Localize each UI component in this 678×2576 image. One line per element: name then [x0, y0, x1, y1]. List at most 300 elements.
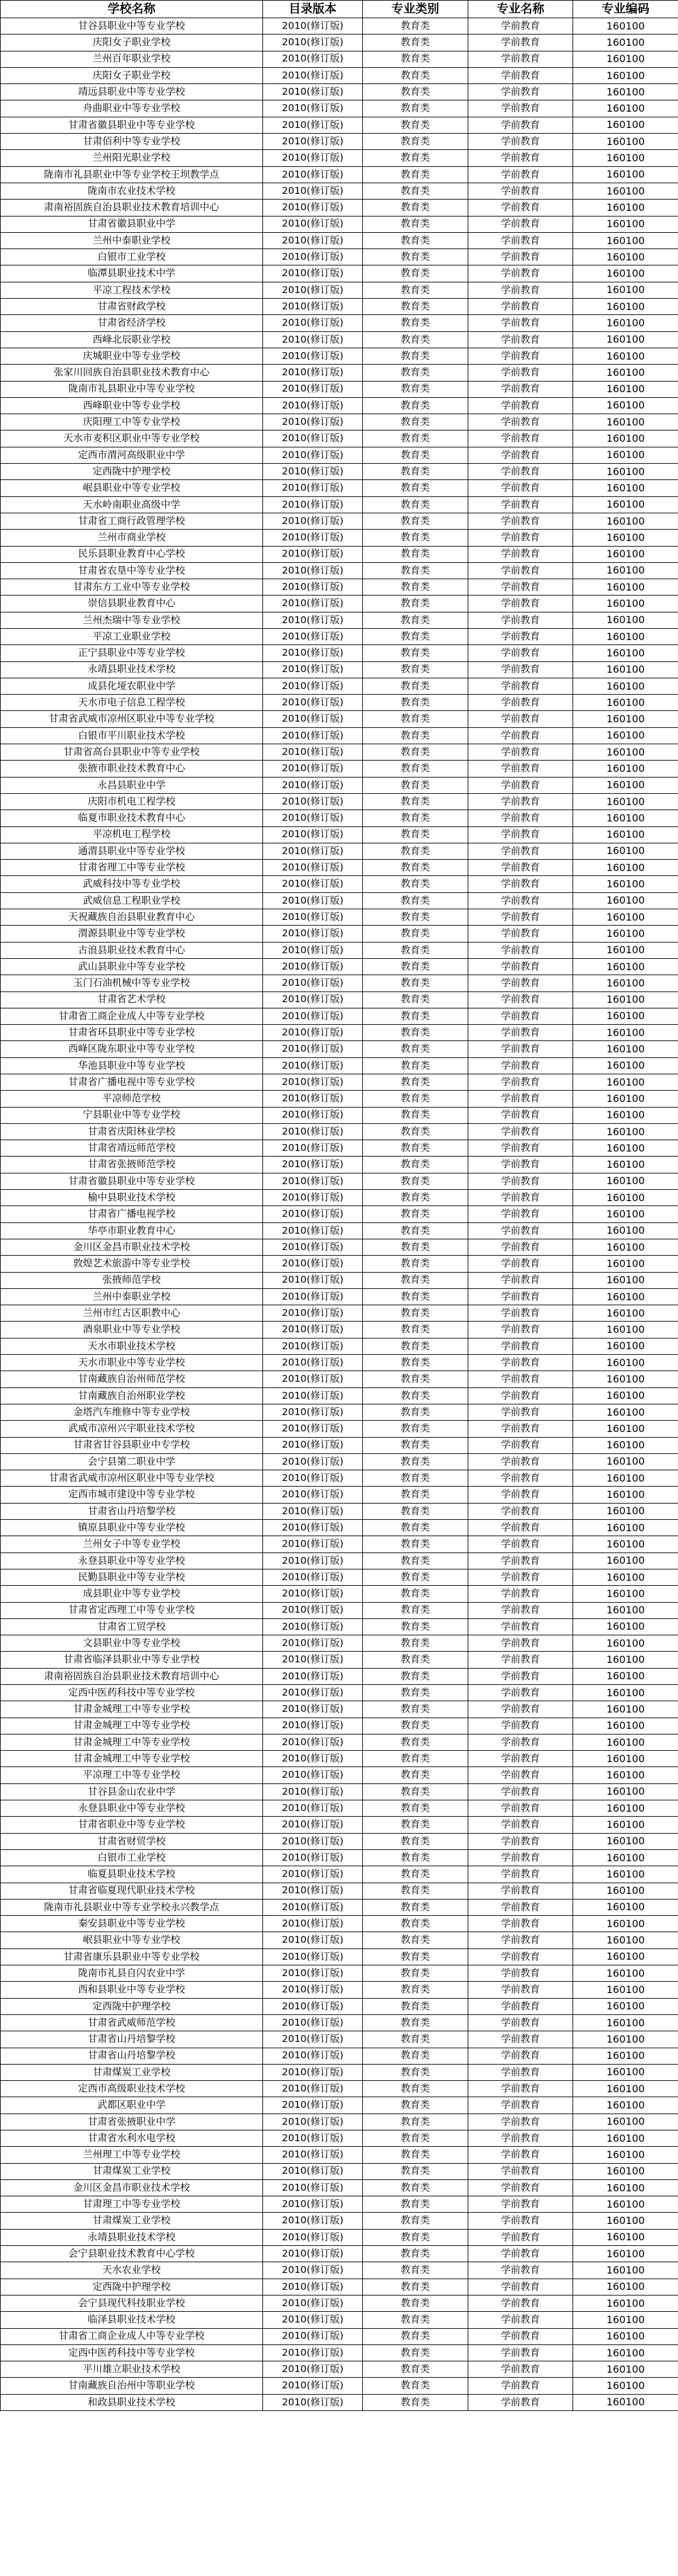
cell-school-name: 临夏市职业技术教育中心 — [1, 810, 263, 826]
cell-catalog-version: 2010(修订版) — [263, 1536, 363, 1553]
cell-school-name: 甘肃省工商行政管理学校 — [1, 513, 263, 529]
cell-major-name: 学前教育 — [468, 18, 573, 35]
cell-catalog-version: 2010(修订版) — [263, 562, 363, 579]
cell-catalog-version: 2010(修订版) — [263, 496, 363, 513]
cell-major-category: 教育类 — [363, 2312, 468, 2328]
cell-catalog-version: 2010(修订版) — [263, 249, 363, 265]
cell-major-name: 学前教育 — [468, 2048, 573, 2064]
cell-school-name: 宁县职业中等专业学校 — [1, 1107, 263, 1123]
cell-major-category: 教育类 — [363, 546, 468, 562]
cell-catalog-version: 2010(修订版) — [263, 1866, 363, 1883]
cell-major-category: 教育类 — [363, 166, 468, 183]
table-row — [1, 200, 678, 216]
cell-major-name: 学前教育 — [468, 1982, 573, 1998]
cell-major-name: 学前教育 — [468, 464, 573, 480]
table-row — [1, 2394, 678, 2410]
cell-major-name: 学前教育 — [468, 942, 573, 958]
cell-major-name: 学前教育 — [468, 1833, 573, 1849]
table-row — [1, 1190, 678, 1206]
table-row — [1, 2344, 678, 2361]
cell-major-name: 学前教育 — [468, 1008, 573, 1024]
cell-major-code: 160100 — [573, 1734, 678, 1750]
cell-catalog-version: 2010(修订版) — [263, 1206, 363, 1222]
cell-school-name: 天水市职业中等专业学校 — [1, 1355, 263, 1371]
cell-major-category: 教育类 — [363, 117, 468, 133]
cell-major-category: 教育类 — [363, 1635, 468, 1652]
cell-major-code: 160100 — [573, 1751, 678, 1767]
cell-major-code: 160100 — [573, 2279, 678, 2295]
cell-major-category: 教育类 — [363, 958, 468, 975]
cell-school-name: 兰州市红古区职教中心 — [1, 1305, 263, 1322]
cell-catalog-version: 2010(修订版) — [263, 2295, 363, 2311]
cell-school-name: 定西陇中护理学校 — [1, 1998, 263, 2014]
cell-major-code: 160100 — [573, 414, 678, 430]
table-row — [1, 744, 678, 761]
cell-major-code: 160100 — [573, 134, 678, 150]
cell-catalog-version: 2010(修订版) — [263, 447, 363, 463]
cell-catalog-version: 2010(修订版) — [263, 2312, 363, 2328]
cell-major-name: 学前教育 — [468, 1123, 573, 1140]
cell-catalog-version: 2010(修订版) — [263, 1767, 363, 1783]
table-row — [1, 926, 678, 942]
cell-school-name: 甘肃省武威市凉州区职业中等专业学校 — [1, 1470, 263, 1487]
cell-major-name: 学前教育 — [468, 1288, 573, 1305]
cell-major-name: 学前教育 — [468, 315, 573, 331]
cell-major-code: 160100 — [573, 1536, 678, 1553]
cell-major-name: 学前教育 — [468, 1618, 573, 1635]
cell-school-name: 华池县职业中等专业学校 — [1, 1057, 263, 1074]
cell-catalog-version: 2010(修订版) — [263, 2064, 363, 2080]
cell-catalog-version: 2010(修订版) — [263, 1569, 363, 1585]
cell-major-name: 学前教育 — [468, 381, 573, 397]
cell-major-category: 教育类 — [363, 1536, 468, 1553]
cell-major-code: 160100 — [573, 2378, 678, 2394]
cell-major-name: 学前教育 — [468, 1503, 573, 1519]
cell-school-name: 金塔汽车维修中等专业学校 — [1, 1404, 263, 1420]
cell-major-code: 160100 — [573, 876, 678, 892]
cell-major-name: 学前教育 — [468, 1751, 573, 1767]
cell-major-name: 学前教育 — [468, 1536, 573, 1553]
cell-major-name: 学前教育 — [468, 84, 573, 100]
cell-major-code: 160100 — [573, 860, 678, 876]
cell-school-name: 兰州女子中等专业学校 — [1, 1536, 263, 1553]
cell-major-code: 160100 — [573, 1998, 678, 2014]
cell-major-name: 学前教育 — [468, 2179, 573, 2196]
cell-school-name: 肃南裕固族自治县职业技术教育培训中心 — [1, 200, 263, 216]
cell-major-code: 160100 — [573, 447, 678, 463]
cell-major-category: 教育类 — [363, 1222, 468, 1239]
cell-major-name: 学前教育 — [468, 1190, 573, 1206]
cell-major-code: 160100 — [573, 1107, 678, 1123]
cell-catalog-version: 2010(修订版) — [263, 793, 363, 810]
cell-major-name: 学前教育 — [468, 1916, 573, 1932]
cell-catalog-version: 2010(修订版) — [263, 2130, 363, 2147]
cell-major-category: 教育类 — [363, 1701, 468, 1718]
table-row — [1, 397, 678, 414]
cell-major-name: 学前教育 — [468, 414, 573, 430]
cell-major-code: 160100 — [573, 496, 678, 513]
cell-major-code: 160100 — [573, 183, 678, 199]
cell-major-category: 教育类 — [363, 1718, 468, 1734]
cell-catalog-version: 2010(修订版) — [263, 975, 363, 991]
cell-school-name: 西和县职业中等专业学校 — [1, 1982, 263, 1998]
table-row — [1, 513, 678, 529]
cell-catalog-version: 2010(修订版) — [263, 1684, 363, 1701]
cell-major-category: 教育类 — [363, 315, 468, 331]
cell-major-code: 160100 — [573, 1421, 678, 1437]
cell-major-name: 学前教育 — [468, 1239, 573, 1255]
cell-catalog-version: 2010(修订版) — [263, 1701, 363, 1718]
cell-major-category: 教育类 — [363, 365, 468, 381]
cell-major-code: 160100 — [573, 1322, 678, 1338]
cell-major-code: 160100 — [573, 2114, 678, 2130]
cell-major-name: 学前教育 — [468, 530, 573, 546]
cell-major-code: 160100 — [573, 2328, 678, 2344]
cell-major-name: 学前教育 — [468, 695, 573, 711]
cell-major-code: 160100 — [573, 299, 678, 315]
cell-school-name: 兰州市商业学校 — [1, 530, 263, 546]
cell-major-category: 教育类 — [363, 2196, 468, 2213]
cell-catalog-version: 2010(修订版) — [263, 1453, 363, 1470]
table-row — [1, 1982, 678, 1998]
cell-school-name: 甘肃煤炭工业学校 — [1, 2064, 263, 2080]
cell-catalog-version: 2010(修订版) — [263, 1288, 363, 1305]
cell-catalog-version: 2010(修订版) — [263, 35, 363, 51]
cell-major-category: 教育类 — [363, 612, 468, 628]
cell-major-name: 学前教育 — [468, 1817, 573, 1833]
cell-school-name: 金川区金昌市职业技术学校 — [1, 1239, 263, 1255]
cell-major-category: 教育类 — [363, 1123, 468, 1140]
cell-major-category: 教育类 — [363, 2114, 468, 2130]
cell-school-name: 甘肃省临泽县职业中等专业学校 — [1, 1652, 263, 1668]
cell-catalog-version: 2010(修订版) — [263, 2097, 363, 2114]
cell-school-name: 甘肃省徽县职业中学 — [1, 216, 263, 232]
cell-major-name: 学前教育 — [468, 1998, 573, 2014]
cell-major-name: 学前教育 — [468, 1849, 573, 1866]
cell-major-name: 学前教育 — [468, 1767, 573, 1783]
cell-major-category: 教育类 — [363, 1288, 468, 1305]
cell-major-name: 学前教育 — [468, 661, 573, 678]
cell-major-category: 教育类 — [363, 596, 468, 612]
cell-major-category: 教育类 — [363, 1421, 468, 1437]
cell-major-name: 学前教育 — [468, 1057, 573, 1074]
cell-school-name: 白银市工业学校 — [1, 1849, 263, 1866]
cell-major-category: 教育类 — [363, 2361, 468, 2378]
table-row — [1, 991, 678, 1008]
cell-major-name: 学前教育 — [468, 1470, 573, 1487]
cell-school-name: 甘肃省甘谷县职业中专学校 — [1, 1437, 263, 1453]
cell-catalog-version: 2010(修订版) — [263, 1322, 363, 1338]
cell-major-name: 学前教育 — [468, 1025, 573, 1041]
cell-major-category: 教育类 — [363, 134, 468, 150]
cell-catalog-version: 2010(修订版) — [263, 1272, 363, 1288]
cell-major-code: 160100 — [573, 810, 678, 826]
cell-school-name: 天水市麦积区职业中等专业学校 — [1, 430, 263, 447]
table-row — [1, 2196, 678, 2213]
cell-school-name: 白银市工业学校 — [1, 249, 263, 265]
cell-major-name: 学前教育 — [468, 134, 573, 150]
cell-school-name: 武威信息工程职业学校 — [1, 892, 263, 909]
cell-major-code: 160100 — [573, 892, 678, 909]
cell-major-code: 160100 — [573, 2163, 678, 2179]
cell-catalog-version: 2010(修订版) — [263, 612, 363, 628]
cell-major-code: 160100 — [573, 1470, 678, 1487]
cell-school-name: 甘肃省高台县职业中等专业学校 — [1, 744, 263, 761]
table-row — [1, 35, 678, 51]
cell-catalog-version: 2010(修订版) — [263, 2081, 363, 2097]
cell-school-name: 陇南市农业技术学校 — [1, 183, 263, 199]
table-row — [1, 942, 678, 958]
cell-major-code: 160100 — [573, 1602, 678, 1618]
cell-major-category: 教育类 — [363, 562, 468, 579]
cell-major-code: 160100 — [573, 1553, 678, 1569]
header-catalog-version: 目录版本 — [263, 1, 363, 18]
cell-major-category: 教育类 — [363, 1470, 468, 1487]
cell-major-code: 160100 — [573, 1767, 678, 1783]
cell-major-code: 160100 — [573, 480, 678, 496]
cell-catalog-version: 2010(修订版) — [263, 1899, 363, 1915]
cell-major-category: 教育类 — [363, 1272, 468, 1288]
table-row — [1, 1618, 678, 1635]
cell-catalog-version: 2010(修订版) — [263, 282, 363, 298]
cell-school-name: 甘谷县金山农业中学 — [1, 1783, 263, 1800]
table-row — [1, 2279, 678, 2295]
table-row — [1, 100, 678, 117]
cell-school-name: 甘肃煤炭工业学校 — [1, 2213, 263, 2229]
cell-catalog-version: 2010(修订版) — [263, 2179, 363, 2196]
cell-major-category: 教育类 — [363, 727, 468, 744]
cell-school-name: 定西市渭河高级职业中学 — [1, 447, 263, 463]
cell-school-name: 西峰职业中等专业学校 — [1, 397, 263, 414]
table-row — [1, 51, 678, 67]
cell-school-name: 岷县职业中等专业学校 — [1, 480, 263, 496]
cell-major-code: 160100 — [573, 1849, 678, 1866]
cell-major-code: 160100 — [573, 678, 678, 694]
cell-catalog-version: 2010(修订版) — [263, 1932, 363, 1948]
table-row — [1, 2312, 678, 2328]
cell-major-code: 160100 — [573, 579, 678, 596]
table-row — [1, 793, 678, 810]
table-row — [1, 1453, 678, 1470]
cell-major-category: 教育类 — [363, 1256, 468, 1272]
cell-major-name: 学前教育 — [468, 2014, 573, 2031]
cell-major-name: 学前教育 — [468, 1668, 573, 1684]
cell-major-category: 教育类 — [363, 1239, 468, 1255]
cell-catalog-version: 2010(修订版) — [263, 876, 363, 892]
cell-major-code: 160100 — [573, 1948, 678, 1965]
cell-catalog-version: 2010(修订版) — [263, 232, 363, 249]
table-row — [1, 975, 678, 991]
cell-major-name: 学前教育 — [468, 1338, 573, 1354]
cell-major-name: 学前教育 — [468, 1899, 573, 1915]
cell-school-name: 甘肃金城理工中等专业学校 — [1, 1701, 263, 1718]
cell-major-code: 160100 — [573, 2130, 678, 2147]
cell-major-name: 学前教育 — [468, 678, 573, 694]
table-row — [1, 1107, 678, 1123]
cell-major-name: 学前教育 — [468, 777, 573, 793]
cell-major-category: 教育类 — [363, 2064, 468, 2080]
cell-major-code: 160100 — [573, 100, 678, 117]
cell-major-name: 学前教育 — [468, 628, 573, 644]
cell-catalog-version: 2010(修订版) — [263, 2262, 363, 2279]
cell-school-name: 甘肃省经济学校 — [1, 315, 263, 331]
table-row — [1, 1718, 678, 1734]
cell-major-category: 教育类 — [363, 695, 468, 711]
cell-catalog-version: 2010(修订版) — [263, 843, 363, 859]
cell-major-code: 160100 — [573, 612, 678, 628]
table-row — [1, 1470, 678, 1487]
cell-major-category: 教育类 — [363, 1833, 468, 1849]
cell-major-name: 学前教育 — [468, 761, 573, 777]
cell-major-category: 教育类 — [363, 1173, 468, 1189]
cell-major-category: 教育类 — [363, 1387, 468, 1404]
cell-major-name: 学前教育 — [468, 1206, 573, 1222]
cell-major-code: 160100 — [573, 315, 678, 331]
cell-major-category: 教育类 — [363, 2014, 468, 2031]
table-row — [1, 496, 678, 513]
table-row — [1, 117, 678, 133]
cell-school-name: 会宁县现代科技职业学校 — [1, 2295, 263, 2311]
cell-school-name: 甘肃省职业中等专业学校 — [1, 1817, 263, 1833]
cell-catalog-version: 2010(修订版) — [263, 711, 363, 727]
cell-major-name: 学前教育 — [468, 2130, 573, 2147]
cell-catalog-version: 2010(修订版) — [263, 1404, 363, 1420]
cell-major-name: 学前教育 — [468, 1948, 573, 1965]
table-row — [1, 1355, 678, 1371]
cell-catalog-version: 2010(修订版) — [263, 1817, 363, 1833]
table-row — [1, 2097, 678, 2114]
cell-major-code: 160100 — [573, 348, 678, 364]
cell-major-code: 160100 — [573, 150, 678, 166]
cell-major-name: 学前教育 — [468, 166, 573, 183]
table-row — [1, 2031, 678, 2048]
cell-major-code: 160100 — [573, 1272, 678, 1288]
cell-major-category: 教育类 — [363, 826, 468, 843]
table-row — [1, 1520, 678, 1536]
cell-major-name: 学前教育 — [468, 2328, 573, 2344]
cell-major-name: 学前教育 — [468, 1652, 573, 1668]
table-row — [1, 414, 678, 430]
table-row — [1, 365, 678, 381]
cell-major-code: 160100 — [573, 1453, 678, 1470]
cell-catalog-version: 2010(修订版) — [263, 1635, 363, 1652]
cell-major-code: 160100 — [573, 381, 678, 397]
cell-school-name: 甘肃省张掖师范学校 — [1, 1157, 263, 1173]
table-row — [1, 216, 678, 232]
cell-school-name: 渭源县职业中等专业学校 — [1, 926, 263, 942]
cell-major-name: 学前教育 — [468, 100, 573, 117]
cell-major-name: 学前教育 — [468, 1222, 573, 1239]
cell-catalog-version: 2010(修订版) — [263, 1222, 363, 1239]
table-row — [1, 1932, 678, 1948]
cell-major-name: 学前教育 — [468, 2312, 573, 2328]
cell-school-name: 甘肃佰利中等专业学校 — [1, 134, 263, 150]
cell-school-name: 正宁县职业中等专业学校 — [1, 645, 263, 661]
cell-catalog-version: 2010(修订版) — [263, 1305, 363, 1322]
cell-major-category: 教育类 — [363, 430, 468, 447]
cell-major-category: 教育类 — [363, 810, 468, 826]
cell-catalog-version: 2010(修订版) — [263, 480, 363, 496]
cell-catalog-version: 2010(修订版) — [263, 695, 363, 711]
cell-school-name: 武山县职业中等专业学校 — [1, 958, 263, 975]
table-row — [1, 2246, 678, 2262]
cell-major-name: 学前教育 — [468, 579, 573, 596]
cell-major-category: 教育类 — [363, 18, 468, 35]
cell-major-code: 160100 — [573, 2031, 678, 2048]
cell-major-category: 教育类 — [363, 480, 468, 496]
table-row — [1, 134, 678, 150]
cell-major-code: 160100 — [573, 166, 678, 183]
cell-school-name: 临夏县职业技术学校 — [1, 1866, 263, 1883]
table-row — [1, 2163, 678, 2179]
table-row — [1, 777, 678, 793]
cell-school-name: 甘肃省武威师范学校 — [1, 2014, 263, 2031]
cell-major-category: 教育类 — [363, 150, 468, 166]
cell-major-category: 教育类 — [363, 1371, 468, 1387]
cell-school-name: 玉门石油机械中等专业学校 — [1, 975, 263, 991]
table-row — [1, 579, 678, 596]
cell-major-name: 学前教育 — [468, 2196, 573, 2213]
table-row — [1, 1866, 678, 1883]
cell-major-code: 160100 — [573, 1684, 678, 1701]
cell-major-code: 160100 — [573, 2229, 678, 2245]
cell-school-name: 平凉工业职业学校 — [1, 628, 263, 644]
table-row — [1, 1899, 678, 1915]
cell-catalog-version: 2010(修订版) — [263, 513, 363, 529]
cell-catalog-version: 2010(修订版) — [263, 2361, 363, 2378]
cell-major-category: 教育类 — [363, 1998, 468, 2014]
cell-major-category: 教育类 — [363, 2081, 468, 2097]
cell-catalog-version: 2010(修订版) — [263, 200, 363, 216]
cell-major-category: 教育类 — [363, 761, 468, 777]
cell-major-name: 学前教育 — [468, 331, 573, 348]
cell-major-category: 教育类 — [363, 1206, 468, 1222]
cell-major-category: 教育类 — [363, 2048, 468, 2064]
cell-major-code: 160100 — [573, 1355, 678, 1371]
table-row — [1, 1288, 678, 1305]
cell-catalog-version: 2010(修订版) — [263, 2394, 363, 2410]
cell-major-code: 160100 — [573, 645, 678, 661]
cell-major-category: 教育类 — [363, 1322, 468, 1338]
cell-school-name: 金川区金昌市职业技术学校 — [1, 2179, 263, 2196]
cell-catalog-version: 2010(修订版) — [263, 1173, 363, 1189]
table-row — [1, 1684, 678, 1701]
cell-major-code: 160100 — [573, 1387, 678, 1404]
cell-school-name: 酒泉职业中等专业学校 — [1, 1322, 263, 1338]
header-school-name: 学校名称 — [1, 1, 263, 18]
cell-major-category: 教育类 — [363, 2378, 468, 2394]
cell-major-category: 教育类 — [363, 2130, 468, 2147]
cell-school-name: 庆城职业中等专业学校 — [1, 348, 263, 364]
cell-major-category: 教育类 — [363, 1091, 468, 1107]
cell-major-category: 教育类 — [363, 909, 468, 926]
cell-major-category: 教育类 — [363, 249, 468, 265]
table-row — [1, 1817, 678, 1833]
cell-school-name: 天水岭南职业高级中学 — [1, 496, 263, 513]
cell-major-category: 教育类 — [363, 216, 468, 232]
cell-major-name: 学前教育 — [468, 216, 573, 232]
table-row — [1, 1074, 678, 1091]
cell-major-name: 学前教育 — [468, 265, 573, 282]
cell-major-code: 160100 — [573, 1123, 678, 1140]
cell-major-name: 学前教育 — [468, 496, 573, 513]
cell-major-category: 教育类 — [363, 1684, 468, 1701]
cell-school-name: 华亭市职业教育中心 — [1, 1222, 263, 1239]
table-row — [1, 661, 678, 678]
cell-major-name: 学前教育 — [468, 546, 573, 562]
cell-school-name: 舟曲职业中等专业学校 — [1, 100, 263, 117]
cell-major-code: 160100 — [573, 331, 678, 348]
